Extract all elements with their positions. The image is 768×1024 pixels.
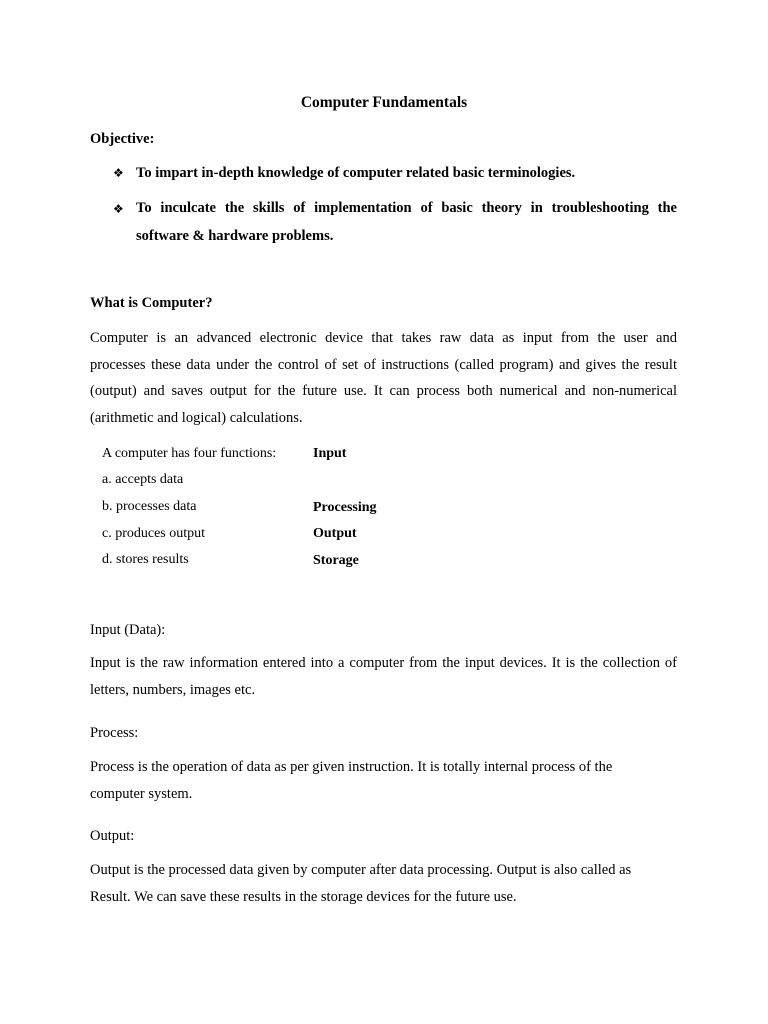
function-name-input: Input <box>313 446 347 461</box>
paragraph-line: letters, numbers, images etc. <box>90 681 256 698</box>
output-heading: Output: <box>90 828 135 844</box>
function-item-produces: c. produces output <box>102 526 206 541</box>
paragraph-line: Output is the processed data given by computer after data processing. Output is also called as <box>90 862 632 878</box>
process-heading: Process: <box>90 725 139 741</box>
paragraph-line: (output) and saves output for the future use. It can process both numerical and non-numerical <box>90 383 677 399</box>
function-name-processing: Processing <box>313 500 377 515</box>
paragraph-line: Result. We can save these results in the storage devices for the future use. <box>90 888 517 905</box>
objective-heading: Objective: <box>90 131 155 147</box>
objective-item-2-line-2: software & hardware problems. <box>136 228 334 244</box>
what-is-computer-paragraph <box>90 325 677 431</box>
functions-intro: A computer has four functions: <box>102 446 277 461</box>
function-item-accepts: a. accepts data <box>102 472 184 487</box>
bullet-diamond-icon: ❖ <box>113 166 124 180</box>
paragraph-line: (arithmetic and logical) calculations. <box>90 409 303 426</box>
paragraph-line: Process is the operation of data as per given instruction. It is totally internal process of the <box>90 759 613 775</box>
paragraph-line: Input is the raw information entered into a computer from the input devices. It is the collection of <box>90 655 677 671</box>
output-paragraph <box>90 857 677 910</box>
function-name-storage: Storage <box>313 553 359 568</box>
objective-item-1: To impart in-depth knowledge of computer related basic terminologies. <box>136 165 576 181</box>
paragraph-line: processes these data under the control of set of instructions (called program) and gives the result <box>90 356 677 373</box>
function-item-processes: b. processes data <box>102 499 197 514</box>
paragraph-line: computer system. <box>90 785 193 802</box>
function-item-stores: d. stores results <box>102 552 189 567</box>
document-title: Computer Fundamentals <box>300 94 468 111</box>
bullet-diamond-icon: ❖ <box>113 202 124 216</box>
input-paragraph <box>90 650 677 703</box>
paragraph-line: Computer is an advanced electronic device that takes raw data as input from the user and <box>90 330 677 346</box>
input-heading: Input (Data): <box>90 622 166 638</box>
what-is-computer-heading: What is Computer? <box>90 295 213 311</box>
function-name-output: Output <box>313 526 357 541</box>
process-paragraph <box>90 754 677 807</box>
objective-item-2-line-1: To inculcate the skills of implementation of basic theory in troubleshooting the <box>136 200 677 216</box>
